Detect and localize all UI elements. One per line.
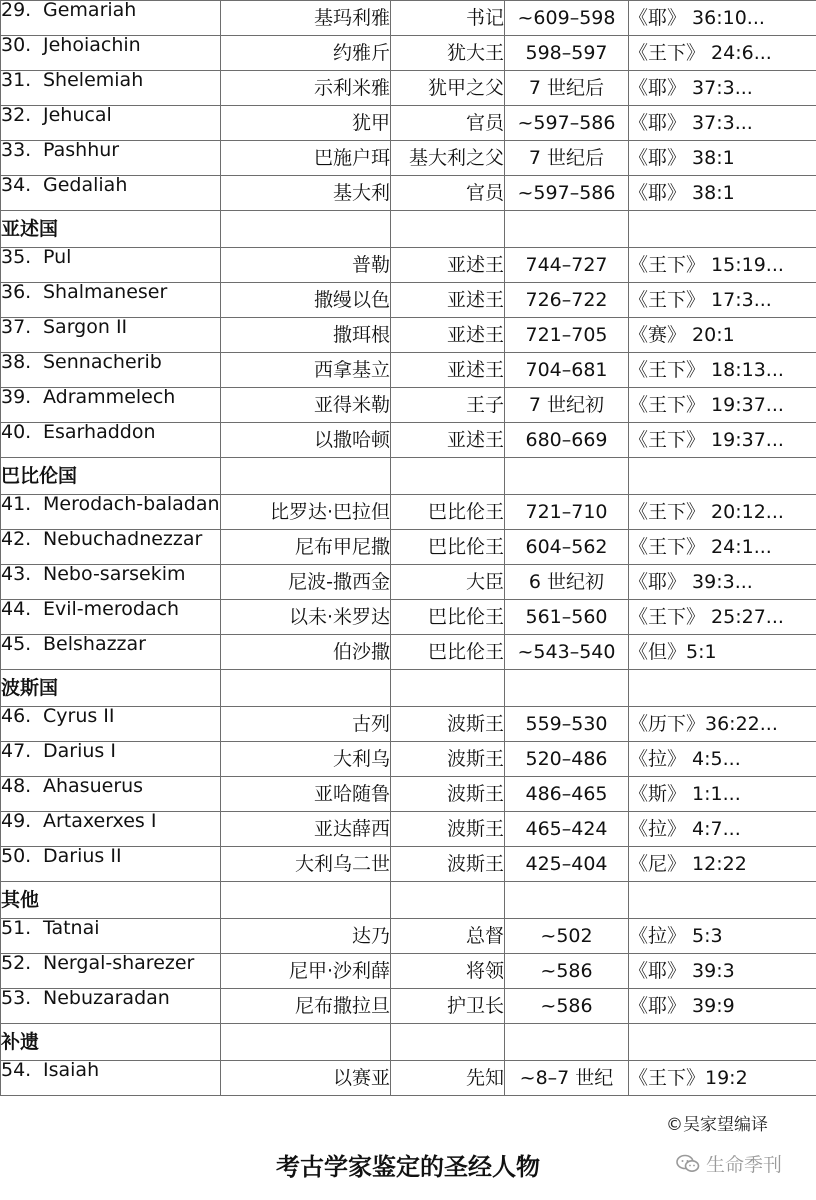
empty-cell <box>629 882 816 919</box>
date-cell: 7 世纪后 <box>505 71 629 106</box>
scripture-ref-cell: 《王下》 24:1... <box>629 530 816 565</box>
english-name: Nergal-sharezer <box>43 953 195 974</box>
scripture-ref-cell: 《斯》 1:1... <box>629 777 816 812</box>
scripture-ref-cell: 《王下》 15:19... <box>629 248 816 283</box>
chinese-name-cell: 示利米雅 <box>221 71 391 106</box>
scripture-ref-cell: 《王下》 19:37... <box>629 388 816 423</box>
english-name-cell <box>1 71 221 106</box>
empty-cell <box>505 1024 629 1061</box>
row-number: 29. <box>1 0 32 21</box>
role-cell: 王子 <box>391 388 505 423</box>
role-cell: 巴比伦王 <box>391 600 505 635</box>
role-cell: 先知 <box>391 1061 505 1096</box>
date-cell: ~8–7 世纪 <box>505 1061 629 1096</box>
scripture-ref-cell: 《王下》 24:6... <box>629 36 816 71</box>
role-cell: 亚述王 <box>391 353 505 388</box>
role-cell: 巴比伦王 <box>391 635 505 670</box>
role-cell: 波斯王 <box>391 742 505 777</box>
english-name: Nebuzaradan <box>43 988 170 1009</box>
row-number: 36. <box>1 282 32 303</box>
row-number: 30. <box>1 35 32 56</box>
english-name: Adrammelech <box>43 387 176 408</box>
english-name-cell <box>1 530 221 565</box>
row-number: 33. <box>1 140 32 161</box>
english-name: Jehucal <box>43 105 112 126</box>
table-row <box>1 742 816 777</box>
table-row <box>1 600 816 635</box>
watermark-label: 生命季刊 <box>706 1154 783 1176</box>
empty-cell <box>629 211 816 248</box>
table-row <box>1 495 816 530</box>
row-number: 45. <box>1 634 32 655</box>
date-cell: 744–727 <box>505 248 629 283</box>
row-number: 31. <box>1 70 32 91</box>
date-cell: 7 世纪初 <box>505 388 629 423</box>
table-row <box>1 353 816 388</box>
english-name: Tatnai <box>43 918 100 939</box>
scripture-ref-cell: 《王下》 25:27... <box>629 600 816 635</box>
scripture-ref-cell: 《赛》 20:1 <box>629 318 816 353</box>
english-name-cell <box>1 388 221 423</box>
scripture-ref-cell: 《王下》 18:13... <box>629 353 816 388</box>
role-cell: 基大利之父 <box>391 141 505 176</box>
english-name-cell <box>1 777 221 812</box>
scripture-ref-cell: 《拉》 4:7... <box>629 812 816 847</box>
scripture-ref-cell: 《尼》 12:22 <box>629 847 816 882</box>
english-name-cell <box>1 600 221 635</box>
english-name-cell <box>1 176 221 211</box>
table-row <box>1 954 816 989</box>
empty-cell <box>629 458 816 495</box>
chinese-name-cell: 尼布甲尼撒 <box>221 530 391 565</box>
credit-line: ©吴家望编译 <box>666 1115 768 1135</box>
chinese-name-cell: 比罗达·巴拉但 <box>221 495 391 530</box>
empty-cell <box>221 670 391 707</box>
empty-cell <box>391 458 505 495</box>
table-row <box>1 707 816 742</box>
english-name-cell <box>1 248 221 283</box>
row-number: 54. <box>1 1060 32 1081</box>
empty-cell <box>221 211 391 248</box>
scripture-ref-cell: 《耶》 39:9 <box>629 989 816 1024</box>
english-name-cell <box>1 1 221 36</box>
empty-cell <box>629 670 816 707</box>
chinese-name-cell: 伯沙撒 <box>221 635 391 670</box>
english-name: Darius II <box>43 846 122 867</box>
date-cell: 598–597 <box>505 36 629 71</box>
role-cell: 波斯王 <box>391 847 505 882</box>
english-name: Esarhaddon <box>43 422 156 443</box>
chinese-name-cell: 大利乌 <box>221 742 391 777</box>
section-row <box>1 211 816 248</box>
table-row <box>1 388 816 423</box>
chinese-name-cell: 达乃 <box>221 919 391 954</box>
row-number: 44. <box>1 599 32 620</box>
table-row <box>1 176 816 211</box>
english-name-cell <box>1 423 221 458</box>
table-row <box>1 565 816 600</box>
date-cell: 6 世纪初 <box>505 565 629 600</box>
table-row <box>1 1 816 36</box>
english-name-cell <box>1 742 221 777</box>
table-row <box>1 248 816 283</box>
empty-cell <box>221 882 391 919</box>
date-cell: 7 世纪后 <box>505 141 629 176</box>
table-row <box>1 141 816 176</box>
date-cell: 680–669 <box>505 423 629 458</box>
row-number: 38. <box>1 352 32 373</box>
english-name: Pashhur <box>43 140 120 161</box>
date-cell: 486–465 <box>505 777 629 812</box>
page-caption: 考古学家鉴定的圣经人物 <box>276 1153 540 1181</box>
chinese-name-cell: 基大利 <box>221 176 391 211</box>
role-cell: 波斯王 <box>391 707 505 742</box>
table-row <box>1 635 816 670</box>
row-number: 40. <box>1 422 32 443</box>
row-number: 39. <box>1 387 32 408</box>
empty-cell <box>391 211 505 248</box>
empty-cell <box>505 458 629 495</box>
date-cell: ~597–586 <box>505 176 629 211</box>
english-name-cell <box>1 106 221 141</box>
empty-cell <box>629 1024 816 1061</box>
english-name-cell <box>1 318 221 353</box>
row-number: 48. <box>1 776 32 797</box>
table-row <box>1 283 816 318</box>
section-label: 巴比伦国 <box>1 458 221 495</box>
english-name-cell <box>1 812 221 847</box>
date-cell: 465–424 <box>505 812 629 847</box>
scripture-ref-cell: 《耶》 39:3 <box>629 954 816 989</box>
english-name: Belshazzar <box>43 634 146 655</box>
role-cell: 巴比伦王 <box>391 495 505 530</box>
table-row <box>1 71 816 106</box>
english-name: Pul <box>43 247 72 268</box>
date-cell: 721–710 <box>505 495 629 530</box>
role-cell: 亚述王 <box>391 318 505 353</box>
chinese-name-cell: 古列 <box>221 707 391 742</box>
scripture-ref-cell: 《王下》 17:3... <box>629 283 816 318</box>
english-name: Shalmaneser <box>43 282 168 303</box>
row-number: 35. <box>1 247 32 268</box>
row-number: 42. <box>1 529 32 550</box>
scripture-ref-cell: 《但》5:1 <box>629 635 816 670</box>
scripture-ref-cell: 《耶》 38:1 <box>629 176 816 211</box>
english-name-cell <box>1 847 221 882</box>
table-row <box>1 106 816 141</box>
role-cell: 官员 <box>391 176 505 211</box>
scripture-ref-cell: 《耶》 36:10... <box>629 1 816 36</box>
english-name: Artaxerxes I <box>43 811 157 832</box>
table-row <box>1 1061 816 1096</box>
chinese-name-cell: 亚哈随鲁 <box>221 777 391 812</box>
date-cell: ~609–598 <box>505 1 629 36</box>
english-name: Jehoiachin <box>43 35 141 56</box>
english-name: Cyrus II <box>43 706 115 727</box>
english-name-cell <box>1 353 221 388</box>
section-label: 其他 <box>1 882 221 919</box>
scripture-ref-cell: 《耶》 39:3... <box>629 565 816 600</box>
row-number: 50. <box>1 846 32 867</box>
chinese-name-cell: 以赛亚 <box>221 1061 391 1096</box>
row-number: 43. <box>1 564 32 585</box>
chinese-name-cell: 亚达薛西 <box>221 812 391 847</box>
section-row <box>1 458 816 495</box>
english-name: Gemariah <box>43 0 137 21</box>
english-name: Nebuchadnezzar <box>43 529 203 550</box>
scripture-ref-cell: 《耶》 37:3... <box>629 106 816 141</box>
role-cell: 犹甲之父 <box>391 71 505 106</box>
date-cell: 425–404 <box>505 847 629 882</box>
role-cell: 亚述王 <box>391 283 505 318</box>
english-name-cell <box>1 141 221 176</box>
date-cell: ~586 <box>505 954 629 989</box>
chinese-name-cell: 尼布撒拉旦 <box>221 989 391 1024</box>
empty-cell <box>391 1024 505 1061</box>
table-row <box>1 847 816 882</box>
watermark <box>676 1150 782 1177</box>
table-body <box>1 1 816 1096</box>
chinese-name-cell: 基玛利雅 <box>221 1 391 36</box>
english-name: Ahasuerus <box>43 776 144 797</box>
row-number: 51. <box>1 918 32 939</box>
english-name: Darius I <box>43 741 116 762</box>
scripture-ref-cell: 《耶》 37:3... <box>629 71 816 106</box>
chinese-name-cell: 撒珥根 <box>221 318 391 353</box>
empty-cell <box>221 458 391 495</box>
role-cell: 亚述王 <box>391 248 505 283</box>
date-cell: 721–705 <box>505 318 629 353</box>
scripture-ref-cell: 《拉》 4:5... <box>629 742 816 777</box>
date-cell: ~586 <box>505 989 629 1024</box>
date-cell: 520–486 <box>505 742 629 777</box>
chinese-name-cell: 亚得米勒 <box>221 388 391 423</box>
scripture-ref-cell: 《历下》36:22... <box>629 707 816 742</box>
chinese-name-cell: 普勒 <box>221 248 391 283</box>
row-number: 46. <box>1 706 32 727</box>
section-label: 亚述国 <box>1 211 221 248</box>
section-label: 波斯国 <box>1 670 221 707</box>
chinese-name-cell: 尼波-撒西金 <box>221 565 391 600</box>
english-name: Merodach-baladan <box>43 494 220 515</box>
scripture-ref-cell: 《王下》 19:37... <box>629 423 816 458</box>
english-name: Nebo-sarsekim <box>43 564 186 585</box>
table-row <box>1 919 816 954</box>
scripture-ref-cell: 《耶》 38:1 <box>629 141 816 176</box>
section-label: 补遗 <box>1 1024 221 1061</box>
role-cell: 护卫长 <box>391 989 505 1024</box>
date-cell: 559–530 <box>505 707 629 742</box>
chinese-name-cell: 尼甲·沙利薛 <box>221 954 391 989</box>
english-name-cell <box>1 989 221 1024</box>
wechat-icon <box>676 1154 700 1174</box>
row-number: 41. <box>1 494 32 515</box>
chinese-name-cell: 以撒哈顿 <box>221 423 391 458</box>
english-name-cell <box>1 954 221 989</box>
english-name: Gedaliah <box>43 175 128 196</box>
row-number: 34. <box>1 175 32 196</box>
row-number: 53. <box>1 988 32 1009</box>
english-name: Isaiah <box>43 1060 100 1081</box>
role-cell: 波斯王 <box>391 777 505 812</box>
table-row <box>1 423 816 458</box>
row-number: 49. <box>1 811 32 832</box>
chinese-name-cell: 西拿基立 <box>221 353 391 388</box>
english-name: Evil-merodach <box>43 599 180 620</box>
english-name: Shelemiah <box>43 70 144 91</box>
english-name-cell <box>1 635 221 670</box>
row-number: 37. <box>1 317 32 338</box>
empty-cell <box>221 1024 391 1061</box>
english-name-cell <box>1 495 221 530</box>
table-row <box>1 812 816 847</box>
role-cell: 波斯王 <box>391 812 505 847</box>
scripture-ref-cell: 《拉》 5:3 <box>629 919 816 954</box>
role-cell: 官员 <box>391 106 505 141</box>
row-number: 32. <box>1 105 32 126</box>
table-row <box>1 989 816 1024</box>
english-name-cell <box>1 36 221 71</box>
english-name: Sargon II <box>43 317 128 338</box>
english-name-cell <box>1 283 221 318</box>
date-cell: 726–722 <box>505 283 629 318</box>
empty-cell <box>391 670 505 707</box>
scripture-ref-cell: 《王下》19:2 <box>629 1061 816 1096</box>
role-cell: 亚述王 <box>391 423 505 458</box>
role-cell: 书记 <box>391 1 505 36</box>
section-row <box>1 670 816 707</box>
table-row <box>1 36 816 71</box>
english-name-cell <box>1 1061 221 1096</box>
date-cell: ~502 <box>505 919 629 954</box>
role-cell: 大臣 <box>391 565 505 600</box>
chinese-name-cell: 约雅斤 <box>221 36 391 71</box>
date-cell: 561–560 <box>505 600 629 635</box>
row-number: 47. <box>1 741 32 762</box>
empty-cell <box>505 211 629 248</box>
english-name: Sennacherib <box>43 352 162 373</box>
chinese-name-cell: 以未·米罗达 <box>221 600 391 635</box>
role-cell: 将领 <box>391 954 505 989</box>
section-row <box>1 1024 816 1061</box>
chinese-name-cell: 大利乌二世 <box>221 847 391 882</box>
empty-cell <box>505 670 629 707</box>
english-name-cell <box>1 919 221 954</box>
table-row <box>1 777 816 812</box>
role-cell: 巴比伦王 <box>391 530 505 565</box>
role-cell: 犹大王 <box>391 36 505 71</box>
table-row <box>1 318 816 353</box>
english-name-cell <box>1 565 221 600</box>
date-cell: 604–562 <box>505 530 629 565</box>
empty-cell <box>391 882 505 919</box>
chinese-name-cell: 犹甲 <box>221 106 391 141</box>
chinese-name-cell: 撒缦以色 <box>221 283 391 318</box>
row-number: 52. <box>1 953 32 974</box>
empty-cell <box>505 882 629 919</box>
table-row <box>1 530 816 565</box>
chinese-name-cell: 巴施户珥 <box>221 141 391 176</box>
date-cell: ~543–540 <box>505 635 629 670</box>
scripture-ref-cell: 《王下》 20:12... <box>629 495 816 530</box>
date-cell: 704–681 <box>505 353 629 388</box>
date-cell: ~597–586 <box>505 106 629 141</box>
role-cell: 总督 <box>391 919 505 954</box>
section-row <box>1 882 816 919</box>
english-name-cell <box>1 707 221 742</box>
